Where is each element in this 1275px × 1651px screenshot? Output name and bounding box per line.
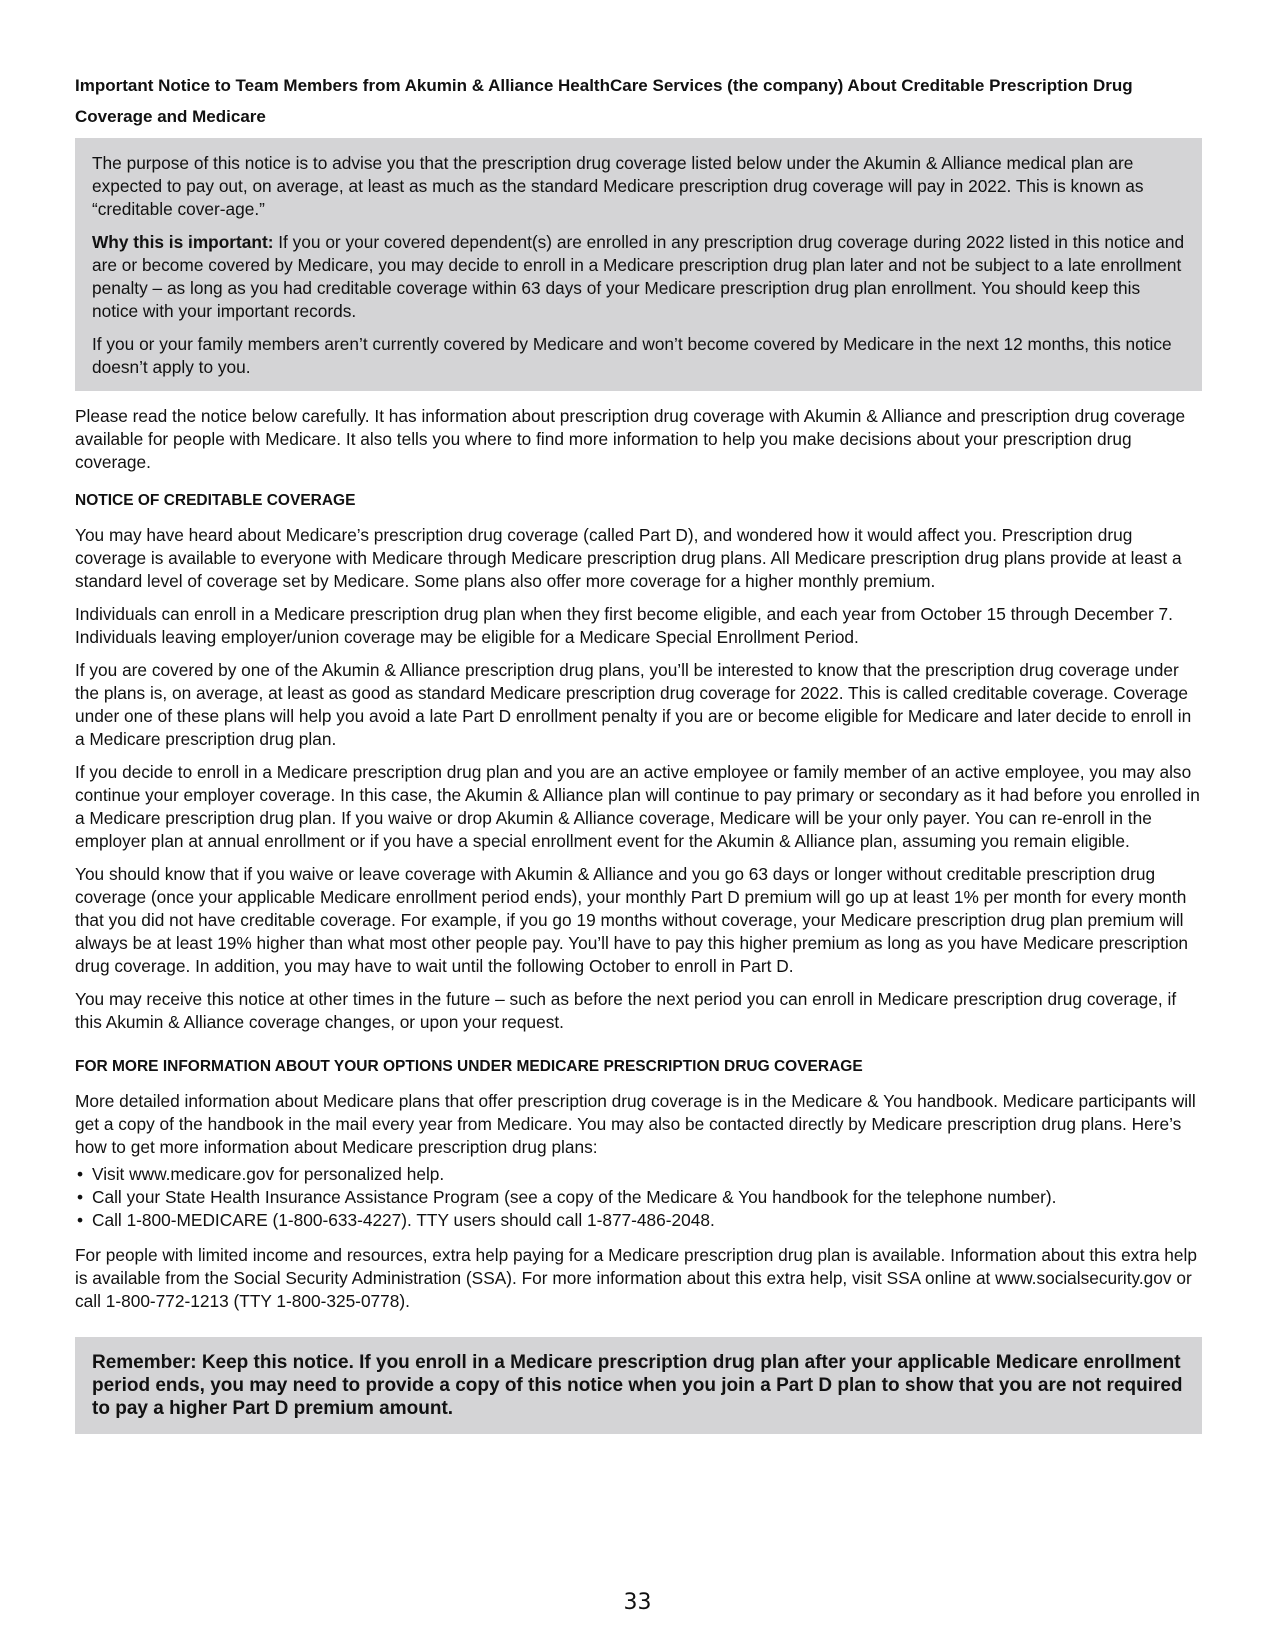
section1-paragraph: If you decide to enroll in a Medicare prescription drug plan and you are an active employee or family member of an active employee, you may also continue your employer coverage. In this case, the Akumin & Alliance plan will continue to pay primary or secondary as it had before you enrolled in a Medicare prescription drug plan. If you waive or drop Akumin & Alliance coverage, Medicare will be your only payer. You can re-enroll in the employer plan at annual enrollment or if you have a special enrollment event for the Akumin & Alliance plan, assuming you remain eligible. [75, 762, 1200, 851]
section1-paragraph: You may receive this notice at other times in the future – such as before the next period you can enroll in Medicare prescription drug coverage, if this Akumin & Alliance coverage changes, or upon your request. [75, 989, 1177, 1032]
list-item: • Call 1-800-MEDICARE (1-800-633-4227). TTY users should call 1-877-486-2048. [75, 1209, 1202, 1232]
list-item: • Visit www.medicare.gov for personalized help. [75, 1163, 1202, 1186]
intro-notice-box [75, 138, 1202, 391]
section-heading-more-information: FOR MORE INFORMATION ABOUT YOUR OPTIONS UNDER MEDICARE PRESCRIPTION DRUG COVERAGE [75, 1058, 863, 1075]
section-heading-creditable-coverage: NOTICE OF CREDITABLE COVERAGE [75, 492, 356, 509]
intro-why-important-paragraph [92, 231, 1186, 323]
section1-paragraph: If you are covered by one of the Akumin & Alliance prescription drug plans, you’ll be interested to know that the prescription drug coverage under the plans is, on average, at least as good as standard Medicare prescription drug coverage for 2022. This is called creditable coverage. Coverage under one of these plans will help you avoid a late Part D enrollment penalty if you are or become eligible for Medicare and later decide to enroll in a Medicare prescription drug plan. [75, 660, 1192, 749]
section1-paragraph: You should know that if you waive or leave coverage with Akumin & Alliance and you go 63 days or longer without creditable prescription drug coverage (once your applicable Medicare enrollment period ends), your monthly Part D premium will go up at least 1% per month for every month that you did not have creditable coverage. For example, if you go 19 months without coverage, your Medicare prescription drug plan premium will always be at least 19% higher than what most other people pay. You’ll have to pay this higher premium as long as you have Medicare prescription drug coverage. In addition, you may have to wait until the following October to enroll in Part D. [75, 864, 1189, 976]
resource-bullet-list [75, 1163, 1202, 1232]
extra-help-paragraph: For people with limited income and resources, extra help paying for a Medicare prescription drug plan is available. Information about this extra help is available from the Social Security Administration (SSA). For more information about this extra help, visit SSA online at www.socialsecurity.gov or call 1-800-772-1213 (TTY 1-800-325-0778). [75, 1245, 1197, 1311]
why-important-text: If you or your covered dependent(s) are enrolled in any prescription drug coverage during 2022 listed in this notice and are or become covered by Medicare, you may decide to enroll in a Medicare prescription drug plan later and not be subject to a late enrollment penalty – as long as you had creditable coverage within 63 days of your Medicare prescription drug plan enrollment. You should keep this notice with your important records. [92, 232, 1185, 321]
page-number: 33 [623, 1590, 652, 1615]
why-important-label: Why this is important: [92, 232, 274, 252]
notice-title: Important Notice to Team Members from Akumin & Alliance HealthCare Services (the company) About Creditable Prescription Drug Coverage and Medicare [75, 76, 1133, 126]
section1-paragraph: Individuals can enroll in a Medicare prescription drug plan when they first become eligible, and each year from October 15 through December 7. Individuals leaving employer/union coverage may be eligible for a Medicare Special Enrollment Period. [75, 604, 1173, 647]
intro-not-applicable-paragraph: If you or your family members aren’t currently covered by Medicare and won’t become covered by Medicare in the next 12 months, this notice doesn’t apply to you. [92, 334, 1172, 377]
read-notice-paragraph: Please read the notice below carefully. It has information about prescription drug coverage with Akumin & Alliance and prescription drug coverage available for people with Medicare. It also tells you where to find more information to help you make decisions about your prescription drug coverage. [75, 406, 1186, 472]
section1-paragraph: You may have heard about Medicare’s prescription drug coverage (called Part D), and wondered how it would affect you. Prescription drug coverage is available to everyone with Medicare through Medicare prescription drug plans. All Medicare prescription drug plans provide at least a standard level of coverage set by Medicare. Some plans also offer more coverage for a higher monthly premium. [75, 525, 1182, 591]
intro-purpose-paragraph: The purpose of this notice is to advise you that the prescription drug coverage listed below under the Akumin & Alliance medical plan are expected to pay out, on average, at least as much as the standard Medicare prescription drug coverage will pay in 2022. This is known as “creditable cover-age.” [92, 153, 1144, 219]
document-page [75, 70, 1202, 1434]
section2-intro-paragraph: More detailed information about Medicare plans that offer prescription drug coverage is in the Medicare & You handbook. Medicare participants will get a copy of the handbook in the mail every year from Medicare. You may also be contacted directly by Medicare prescription drug plans. Here’s how to get more information about Medicare prescription drug plans: [75, 1091, 1196, 1157]
list-item: • Call your State Health Insurance Assistance Program (see a copy of the Medicare & You handbook for the telephone number). [75, 1186, 1202, 1209]
remember-notice-box: Remember: Keep this notice. If you enroll in a Medicare prescription drug plan after your applicable Medicare enrollment period ends, you may need to provide a copy of this notice when you join a Part D plan to show that you are not required to pay a higher Part D premium amount. [75, 1337, 1202, 1434]
